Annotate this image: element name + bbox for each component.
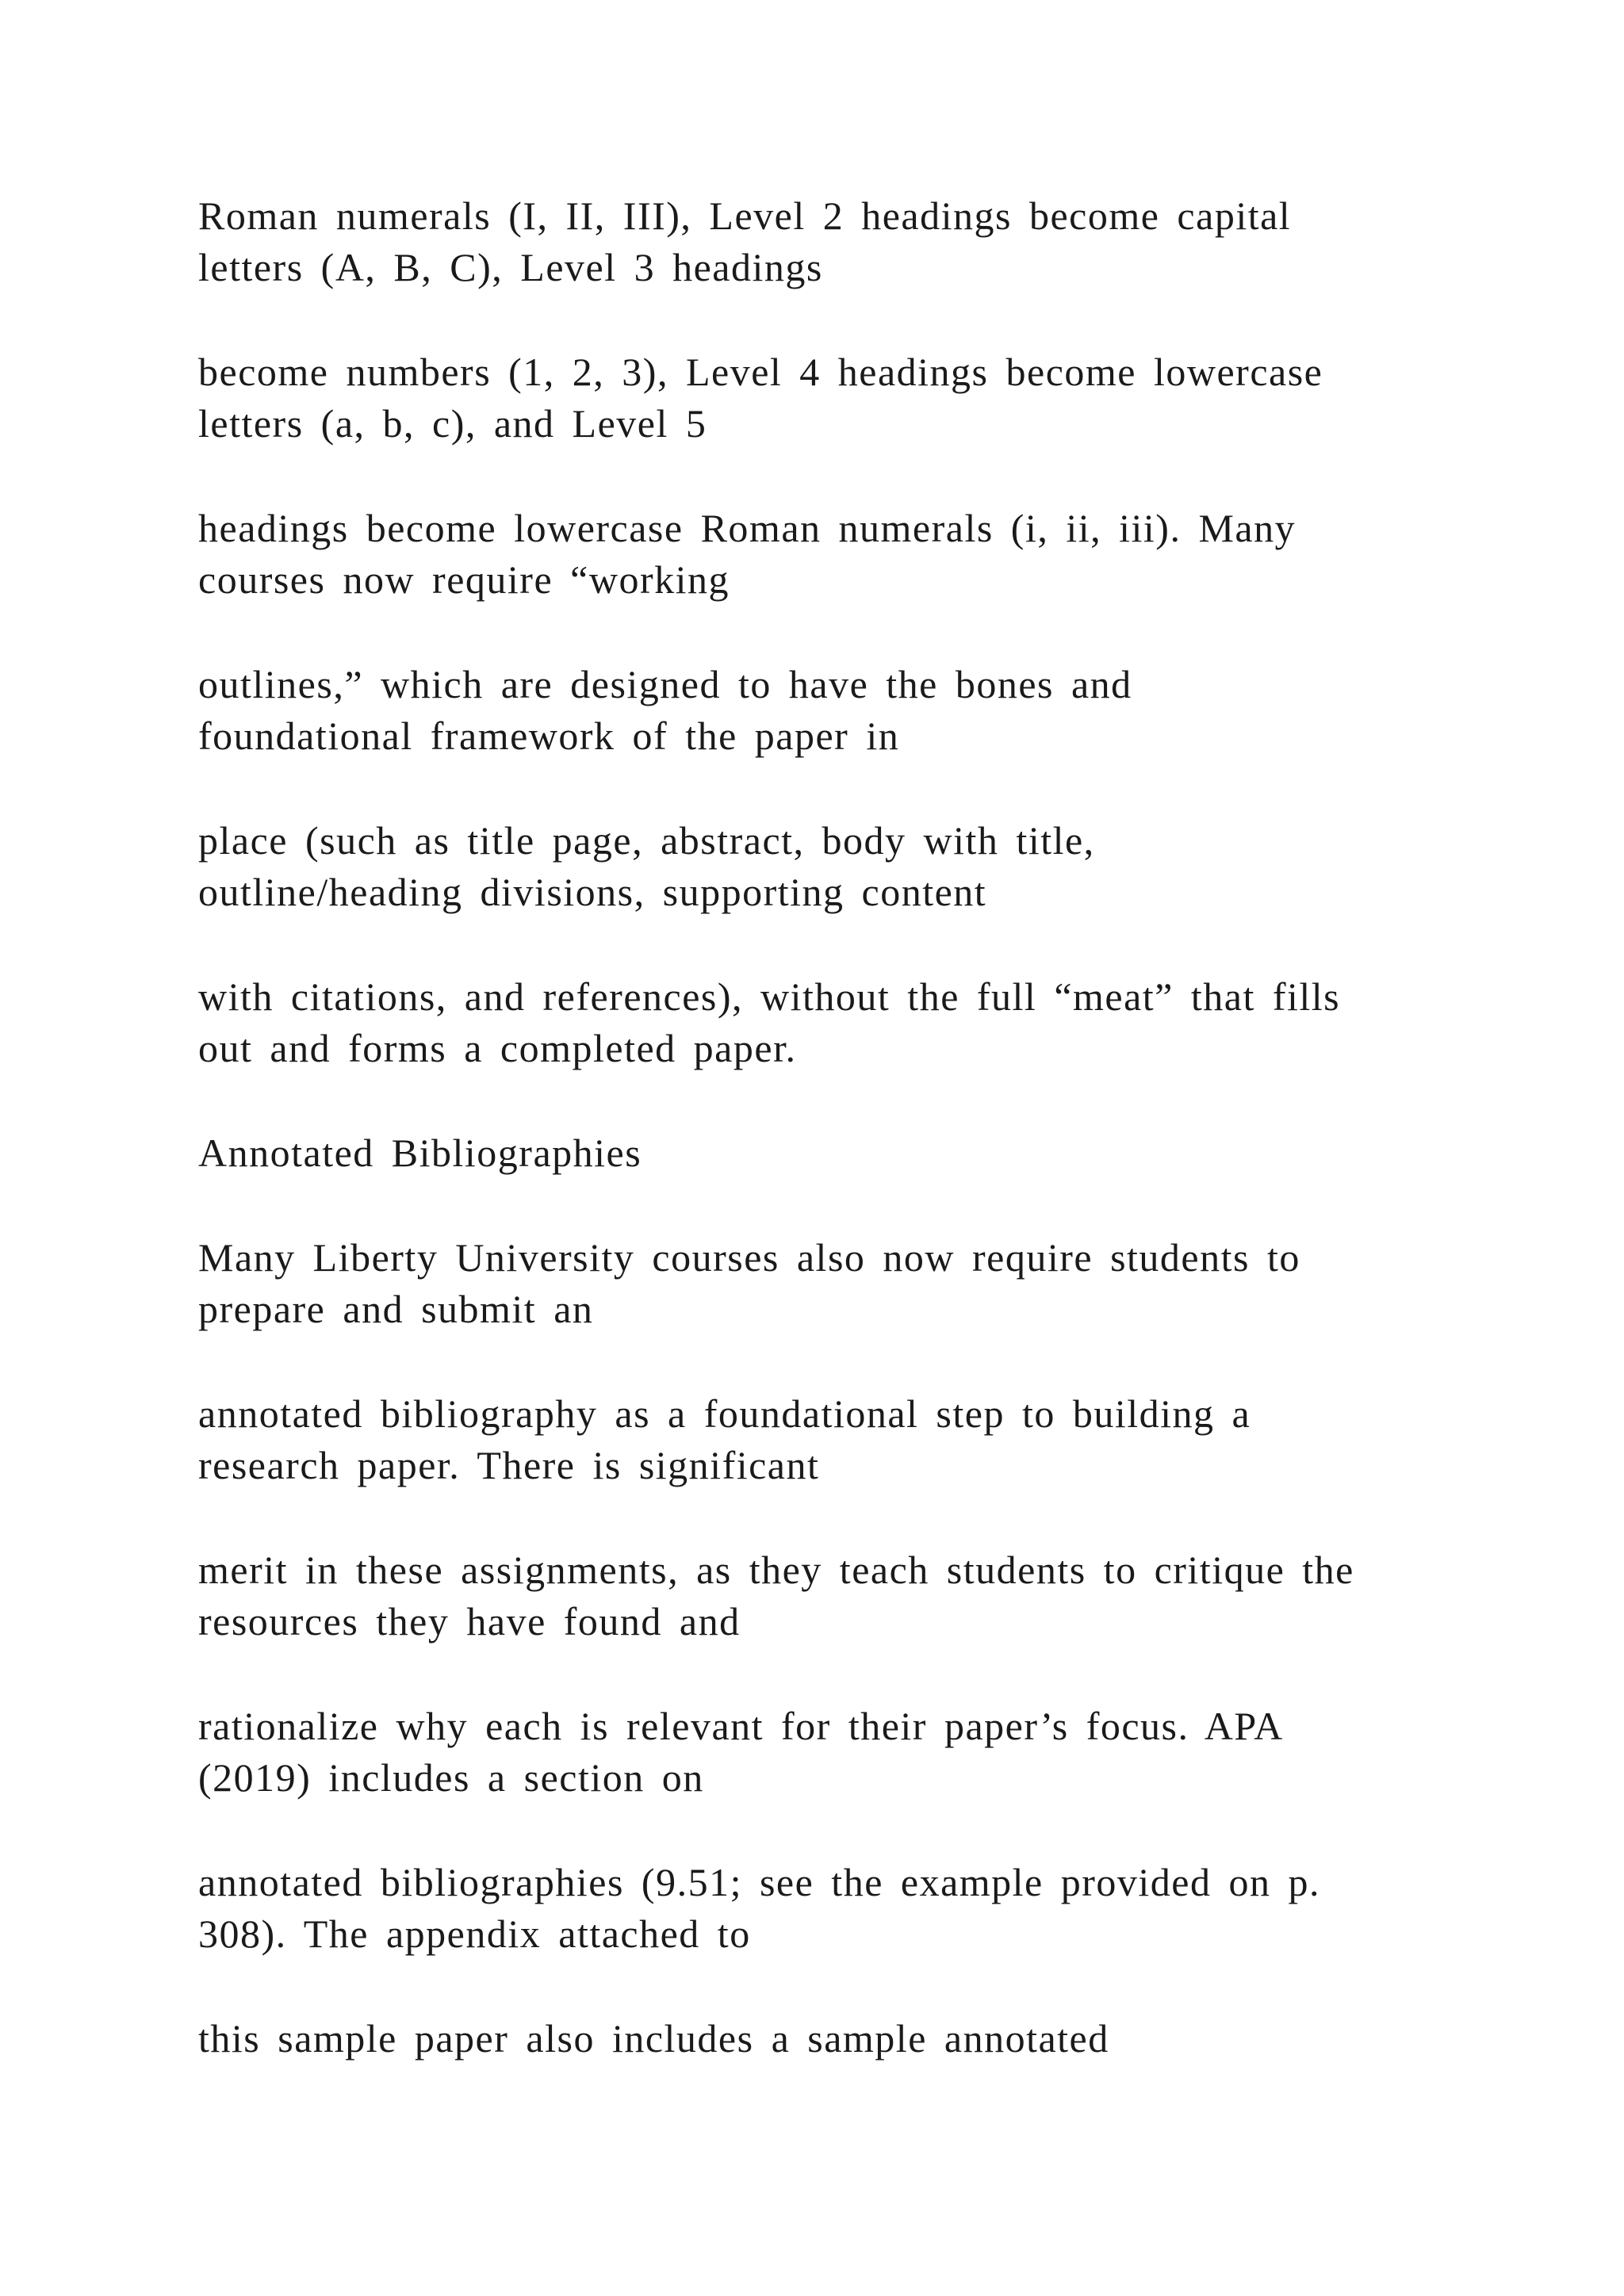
text-line: research paper. There is significant xyxy=(198,1443,820,1487)
paragraph xyxy=(198,2013,1435,2064)
paragraph xyxy=(198,1857,1435,1960)
text-line: place (such as title page, abstract, body with title, xyxy=(198,818,1095,863)
document-body xyxy=(198,190,1435,2118)
paragraph xyxy=(198,503,1435,606)
text-line: letters (a, b, c), and Level 5 xyxy=(198,401,707,446)
text-line: out and forms a completed paper. xyxy=(198,1026,797,1070)
text-line: outline/heading divisions, supporting content xyxy=(198,870,987,914)
text-line: this sample paper also includes a sample annotated xyxy=(198,2016,1109,2061)
text-line: 308). The appendix attached to xyxy=(198,1911,751,1956)
text-line: with citations, and references), without the full “meat” that fills xyxy=(198,974,1341,1019)
text-line: become numbers (1, 2, 3), Level 4 headings become lowercase xyxy=(198,350,1323,394)
paragraph xyxy=(198,659,1435,762)
text-line: (2019) includes a section on xyxy=(198,1755,704,1800)
text-line: resources they have found and xyxy=(198,1599,741,1644)
text-line: foundational framework of the paper in xyxy=(198,714,900,758)
text-line: merit in these assignments, as they teach students to critique the xyxy=(198,1548,1354,1592)
paragraph xyxy=(198,971,1435,1074)
text-line: annotated bibliography as a foundational step to building a xyxy=(198,1391,1251,1436)
text-line: letters (A, B, C), Level 3 headings xyxy=(198,245,823,289)
text-line: courses now require “working xyxy=(198,557,730,602)
paragraph xyxy=(198,1544,1435,1647)
paragraph xyxy=(198,190,1435,293)
text-line: headings become lowercase Roman numerals (i, ii, iii). Many xyxy=(198,506,1297,550)
paragraph xyxy=(198,1232,1435,1335)
paragraph xyxy=(198,1701,1435,1804)
text-line: Roman numerals (I, II, III), Level 2 headings become capital xyxy=(198,193,1292,238)
text-line: rationalize why each is relevant for their paper’s focus. APA xyxy=(198,1704,1284,1748)
section-heading xyxy=(198,1127,1435,1179)
text-line: annotated bibliographies (9.51; see the example provided on p. xyxy=(198,1860,1320,1904)
paragraph xyxy=(198,815,1435,918)
paragraph xyxy=(198,346,1435,450)
text-line: Many Liberty University courses also now require students to xyxy=(198,1235,1300,1280)
text-line: prepare and submit an xyxy=(198,1287,594,1331)
text-line: outlines,” which are designed to have the bones and xyxy=(198,662,1132,706)
paragraph xyxy=(198,1388,1435,1491)
heading-line: Annotated Bibliographies xyxy=(198,1131,642,1175)
